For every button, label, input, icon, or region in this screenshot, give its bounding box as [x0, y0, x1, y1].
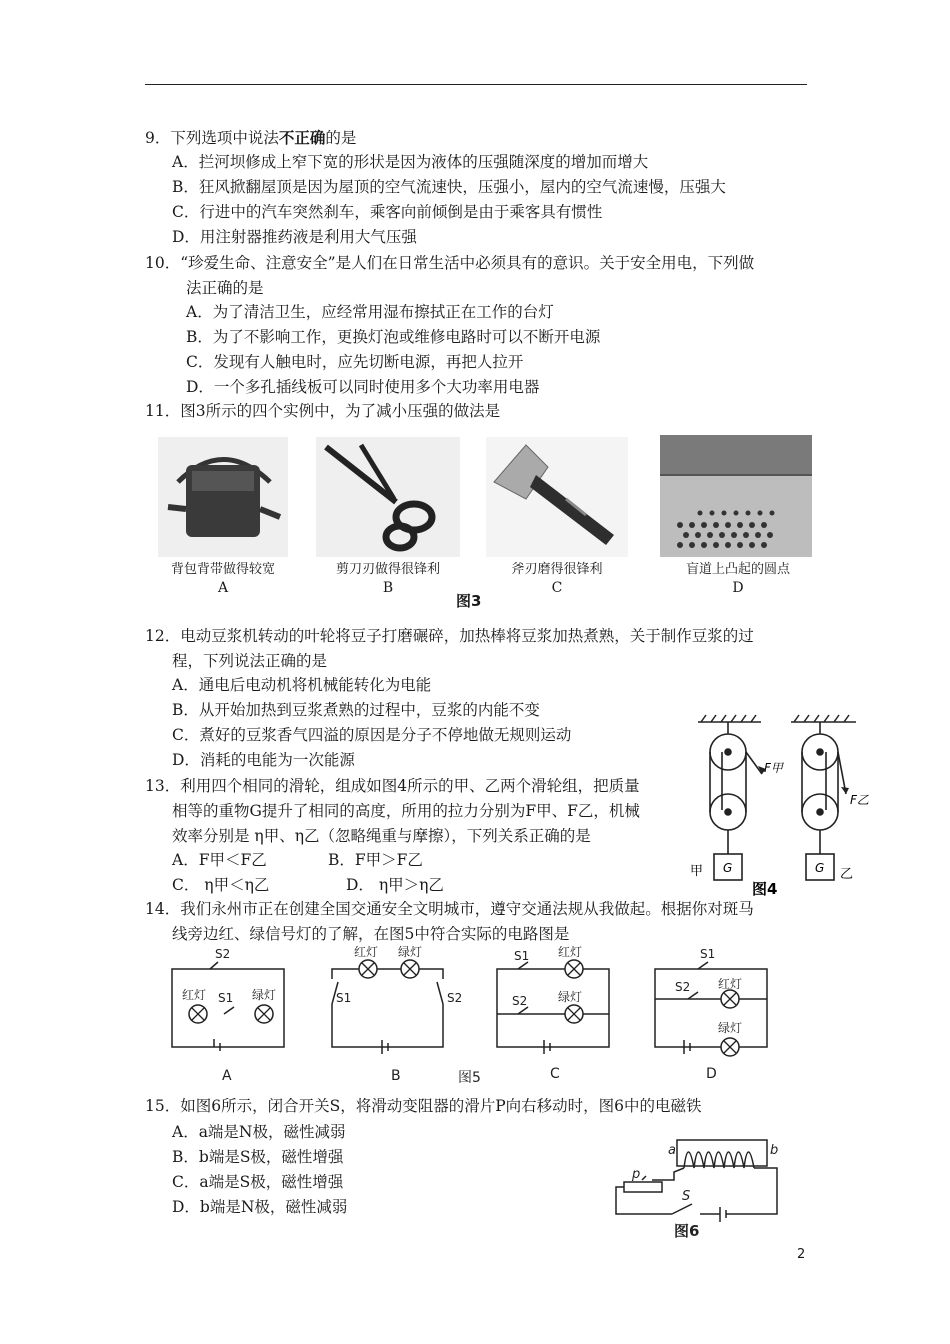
figure-5	[160, 944, 785, 1089]
caption-b: 剪刀刃做得很锋利	[335, 562, 440, 577]
letter-b: B	[382, 580, 394, 596]
q12-option-a: A．通电后电动机将机械能转化为电能	[172, 676, 432, 694]
q9-option-a: A．拦河坝修成上窄下宽的形状是因为液体的压强随深度的增加而增大	[172, 153, 649, 171]
photo-bag	[158, 437, 288, 557]
q10-option-b: B．为了不影响工作，更换灯泡或维修电路时可以不断开电源	[186, 328, 601, 346]
q12-stem-line1: 12．电动豆浆机转动的叶轮将豆子打磨碾碎，加热棒将豆浆加热煮熟，关于制作豆浆的过	[145, 627, 754, 645]
a-green: 绿灯	[252, 988, 277, 1002]
figure-6-label: 图6	[674, 1222, 700, 1240]
force-jia-label: F甲	[764, 761, 783, 775]
q11-stem: 11．图3所示的四个实例中，为了减小压强的做法是	[145, 402, 501, 420]
b-green: 绿灯	[398, 945, 423, 959]
c-s2: S2	[512, 994, 528, 1008]
d-red: 红灯	[718, 977, 743, 991]
letter-d: D	[732, 580, 744, 596]
page-number: 2	[797, 1247, 806, 1262]
letter-c: C	[551, 580, 563, 596]
c-red: 红灯	[558, 945, 583, 959]
figure-3-label: 图3	[456, 592, 482, 610]
q10-option-d: D．一个多孔插线板可以同时使用多个大功率用电器	[186, 378, 540, 396]
q9-option-b: B．狂风掀翻屋顶是因为屋顶的空气流速快，压强小，屋内的空气流速慢，压强大	[172, 178, 726, 196]
letter-a-circuit: A	[222, 1068, 232, 1084]
q10-stem-line1: 10．“珍爱生命、注意安全”是人们在日常生活中必须具有的意识。关于安全用电，下列做	[145, 254, 755, 272]
q10-option-a: A．为了清洁卫生，应经常用湿布擦拭正在工作的台灯	[186, 303, 554, 321]
a-red: 红灯	[182, 988, 207, 1002]
b-s1: S1	[336, 991, 352, 1005]
q14-stem-line1: 14．我们永州市正在创建全国交通安全文明城市，遵守交通法规从我做起。根据你对斑马	[145, 900, 754, 918]
q12-option-c: C．煮好的豆浆香气四溢的原因是分子不停地做无规则运动	[172, 726, 572, 744]
end-a-label: a	[668, 1143, 676, 1158]
weight-g-jia: G	[723, 861, 733, 875]
figure-5-label: 图5	[458, 1070, 481, 1086]
q15-option-d: D．b端是N极，磁性减弱	[172, 1198, 348, 1216]
q15-option-a: A．a端是N极，磁性减弱	[172, 1123, 346, 1141]
d-s1: S1	[700, 947, 716, 961]
q13-stem-line2: 相等的重物G提升了相同的高度，所用的拉力分别为F甲、F乙，机械	[172, 802, 640, 820]
letter-a: A	[217, 580, 229, 596]
figure-4	[686, 712, 886, 902]
q13-stem-line3: 效率分别是 η甲、η乙（忽略绳重与摩擦），下列关系正确的是	[172, 827, 591, 845]
label-jia: 甲	[690, 864, 704, 879]
force-yi-label: F乙	[850, 793, 869, 807]
figure-6	[612, 1132, 790, 1242]
q13-option-a: A．F甲＜F乙	[172, 851, 267, 869]
q13-option-c: C． η甲＜η乙	[172, 876, 270, 894]
caption-c: 斧刃磨得很锋利	[511, 562, 603, 577]
q13-option-d: D． η甲＞η乙	[346, 876, 444, 894]
header-rule	[145, 84, 807, 85]
slider-p-label: p	[632, 1167, 641, 1182]
letter-b-circuit: B	[391, 1068, 401, 1084]
photo-axe	[486, 437, 628, 557]
photo-tactile-paving	[660, 435, 812, 557]
a-s2: S2	[215, 947, 231, 961]
a-s1: S1	[218, 991, 234, 1005]
switch-s-label: S	[682, 1189, 691, 1204]
q15-option-b: B．b端是S极，磁性增强	[172, 1148, 344, 1166]
c-green: 绿灯	[558, 990, 583, 1004]
q13-stem-line1: 13．利用四个相同的滑轮，组成如图4所示的甲、乙两个滑轮组，把质量	[145, 777, 640, 795]
d-s2: S2	[675, 980, 691, 994]
b-red: 红灯	[354, 945, 379, 959]
q12-stem-line2: 程，下列说法正确的是	[172, 652, 328, 670]
q9-option-c: C．行进中的汽车突然刹车，乘客向前倾倒是由于乘客具有惯性	[172, 203, 603, 221]
q14-stem-line2: 线旁边红、绿信号灯的了解，在图5中符合实际的电路图是	[172, 925, 570, 943]
d-green: 绿灯	[718, 1021, 743, 1035]
figure-3	[150, 432, 814, 610]
q15-option-c: C．a端是S极，磁性增强	[172, 1173, 344, 1191]
label-yi: 乙	[840, 867, 854, 882]
q9-stem: 9．下列选项中说法不正确的是	[145, 129, 357, 147]
q12-option-d: D．消耗的电能为一次能源	[172, 751, 355, 769]
q12-option-b: B．从开始加热到豆浆煮熟的过程中，豆浆的内能不变	[172, 701, 540, 719]
end-b-label: b	[770, 1143, 779, 1158]
c-s1: S1	[514, 949, 530, 963]
letter-c-circuit: C	[550, 1066, 560, 1082]
q13-option-b: B．F甲＞F乙	[328, 851, 423, 869]
q10-stem-line2: 法正确的是	[186, 279, 264, 297]
weight-g-yi: G	[815, 861, 825, 875]
letter-d-circuit: D	[706, 1066, 717, 1082]
b-s2: S2	[447, 991, 463, 1005]
q15-stem: 15．如图6所示，闭合开关S，将滑动变阻器的滑片P向右移动时，图6中的电磁铁	[145, 1097, 702, 1115]
q10-option-c: C．发现有人触电时，应先切断电源，再把人拉开	[186, 353, 524, 371]
caption-d: 盲道上凸起的圆点	[685, 562, 790, 577]
photo-scissors	[316, 437, 460, 557]
figure-4-label: 图4	[752, 880, 778, 898]
caption-a: 背包背带做得较宽	[170, 562, 275, 577]
q9-option-d: D．用注射器推药液是利用大气压强	[172, 228, 417, 246]
